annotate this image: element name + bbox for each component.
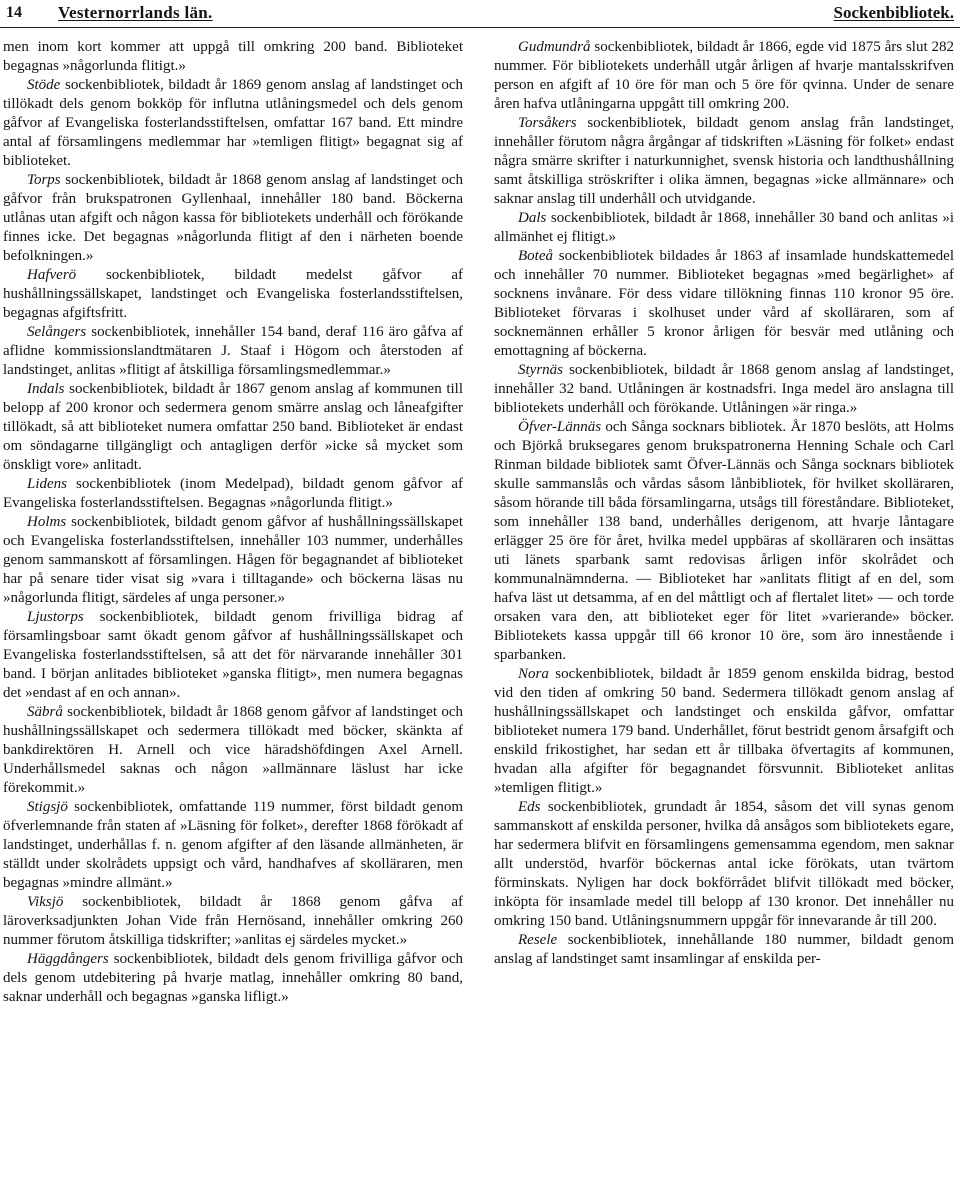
paragraph-text: sockenbibliotek, bildadt år 1868, innehåller 30 band och anlitas »i allmänhet ej flitigt.» — [494, 210, 954, 245]
paragraph — [3, 38, 463, 76]
paragraph — [494, 798, 954, 931]
left-column — [3, 38, 463, 1007]
paragraph — [494, 209, 954, 247]
paragraph — [3, 608, 463, 703]
paragraph — [494, 931, 954, 969]
library-name: Torps — [27, 172, 61, 188]
page-header — [0, 0, 960, 30]
paragraph-text: sockenbibliotek, grundadt år 1854, såsom det vill synas genom sammanskott af enskilda personer, hvilka då ansågos som bibliotekets egare, har sedermera blifvit en församlingens gemensamma egendom, men saknar allt understöd, hvarför böckernas antal icke förökats, utan tvärtom förminskats. Nyligen har dock bokförrådet blifvit tillökadt med böcker, inköpta för insamlade medel till belopp af 130 kronor. Det innehåller nu omkring 150 band. Utlåningsnummern uppgår för innevarande år till 200. — [494, 799, 954, 929]
paragraph-text: sockenbibliotek, bildadt år 1868 genom anslag af landstinget och gåfvor från brukspatronen Gyllenhaal, innehåller 180 band. Böckerna utlånas utan afgift och någon kassa för bibliotekets underhåll och förökande finnes icke. Det begagnas »någorlunda flitigt af den i närheten boende befolkningen.» — [3, 172, 463, 264]
paragraph — [494, 247, 954, 361]
paragraph — [3, 703, 463, 798]
page-number: 14 — [6, 4, 22, 21]
library-name: Stöde — [27, 77, 61, 93]
paragraph — [494, 418, 954, 665]
paragraph — [3, 893, 463, 950]
paragraph-text: sockenbibliotek, innehållande 180 nummer, bildadt genom anslag af landstinget samt insamlingar af enskilda per- — [494, 932, 954, 967]
library-name: Häggdångers — [27, 951, 109, 967]
paragraph — [3, 798, 463, 893]
running-title-left: Vesternorrlands län. — [58, 3, 213, 22]
library-name: Lidens — [27, 476, 68, 492]
library-name: Nora — [518, 666, 549, 682]
paragraph — [3, 513, 463, 608]
paragraph-text: sockenbibliotek, bildadt medelst gåfvor af hushållningssällskapet, landstinget och Evangeliska fosterlandsstiftelsen, begagnas afgiftsfritt. — [3, 267, 463, 321]
paragraph — [3, 475, 463, 513]
paragraph — [3, 323, 463, 380]
library-name: Torsåkers — [518, 115, 577, 131]
paragraph — [3, 380, 463, 475]
library-name: Holms — [27, 514, 67, 530]
paragraph — [3, 76, 463, 171]
library-name: Boteå — [518, 248, 553, 264]
paragraph-text: sockenbibliotek, bildadt dels genom frivilliga gåfvor och dels genom utdebitering på hvarje matlag, innehåller omkring 80 band, saknar underhåll och begagnas »ganska lifligt.» — [3, 951, 463, 1005]
paragraph-text: sockenbibliotek, bildadt år 1859 genom enskilda bidrag, bestod vid den tiden af omkring 50 band. Sedermera tillökadt genom anslag af hushållningssällskapet och landstinget och enskilda gåfvor, omfattar biblioteket numera 179 band. Underhållet, förut bestridt genom årsafgift och enskild frikostighet, har sedan ett år tillbaka öfvertagits af kommunen, hvadan alla afgifter för begagnandet försvunnit. Biblioteket anlitas »temligen flitigt.» — [494, 666, 954, 796]
library-name: Indals — [27, 381, 65, 397]
paragraph-text: sockenbibliotek, bildadt genom frivilliga bidrag af församlingsboar samt ökadt genom gåfvor af hushållningssällskapet och Evangeliska fosterlandsstiftelsen, så att det för närvarande innehåller 301 band. I början anlitades biblioteket »ganska flitigt», men numera begagnas det »endast af en och annan». — [3, 609, 463, 701]
header-rule — [0, 27, 960, 28]
library-name: Hafverö — [27, 267, 77, 283]
library-name: Styrnäs — [518, 362, 563, 378]
library-name: Selångers — [27, 324, 87, 340]
library-name: Eds — [518, 799, 541, 815]
paragraph-text: sockenbibliotek bildades år 1863 af insamlade hundskattemedel och innehåller 70 nummer. Biblioteket begagnas »med begärlighet» af socknens invånare. För dess vidare tillökning finnas 110 kronor 95 öre. Biblioteket förvaras i skolhuset under vård af skolläraren, som af socknemännen erhåller 5 kronor årligen för besvär med utlåning och emottagning af böckerna. — [494, 248, 954, 359]
paragraph-text: men inom kort kommer att uppgå till omkring 200 band. Biblioteket begagnas »någorlunda flitigt.» — [3, 39, 463, 74]
library-name: Dals — [518, 210, 547, 226]
paragraph — [3, 950, 463, 1007]
paragraph-text: sockenbibliotek, bildadt genom gåfvor af hushållningssällskapet och Evangeliska fosterlandsstiftelsen, innehåller 103 nummer, underhålles genom sammanskott af församlingen. Hågen för begagnandet af biblioteket har på senare tider visat sig »vara i tilltagande» och böckerna läsas nu »någorlunda flitigt, särdeles af unga personer.» — [3, 514, 463, 606]
paragraph-text: sockenbibliotek (inom Medelpad), bildadt genom gåfvor af Evangeliska fosterlandsstiftelsen. Begagnas »någorlunda flitigt.» — [3, 476, 463, 511]
library-name: Öfver-Lännäs — [518, 419, 602, 435]
paragraph — [3, 171, 463, 266]
paragraph-text: sockenbibliotek, innehåller 154 band, deraf 116 äro gåfva af aflidne kommissionslandtmätaren J. Staaf i Högom och återstoden af landstinget, anlitas »flitigt af åtskilliga församlingsmedlemmar.» — [3, 324, 463, 378]
paragraph — [494, 38, 954, 114]
paragraph-text: och Sånga socknars bibliotek. År 1870 beslöts, att Holms och Björkå bruksegares genom brukspatronerna Henning Schale och Carl Rinman bildade bibliotek samt Öfver-Lännäs och Sånga socknars bibliotek skulle sammanslås och vårdas såsom lånbibliotek, för hvilket skolläraren, såsom hörande till båda församlingarna, utsågs till föreståndare. Biblioteket, som innehåller 138 band, underhålles derigenom, att hvarje låntagare erlägger 25 öre för året, hvilka medel uppbäras af skolläraren och insättas uti länets sparbank samt redovisas årligen inför skolrådet och kommunalnämnderna. — Biblioteket har »anlitats flitigt af en del, som hafva läst ut detsamma, af en del måttligt och af flertalet litet» — och torde orsaken vara den, att biblioteket eger för litet »varierande» böcker. Bibliotekets kassa uppgår till 66 kronor 10 öre, som äro innestående i sparbanken. — [494, 419, 954, 663]
paragraph — [3, 266, 463, 323]
library-name: Säbrå — [27, 704, 63, 720]
paragraph-text: sockenbibliotek, bildadt genom anslag från landstinget, innehåller förutom några årgångar af tidskriften »Läsning för folket» endast några smärre skrifter i naturkunnighet, svensk historia och landthushållning samt åtskilliga ströskrifter i olika ämnen, begagnas »icke allmännare» och saknar anslag till underhåll och utvidgande. — [494, 115, 954, 207]
paragraph-text: sockenbibliotek, bildadt år 1866, egde vid 1875 års slut 282 nummer. För bibliotekets underhåll utgår årligen af hvarje mantalsskrifven person en afgift af 10 öre för man och 5 öre för qvinna. Under de senare åren hafva utlåningarna uppgått till omkring 200. — [494, 39, 954, 112]
library-name: Viksjö — [27, 894, 64, 910]
library-name: Ljustorps — [27, 609, 84, 625]
paragraph-text: sockenbibliotek, bildadt år 1869 genom anslag af landstinget och tillökadt dels genom bokköp för influtna utlåningsmedel och dels genom gåfvor af Evangeliska fosterlandsstiftelsen, omfattar 167 band. Ett mindre antal af församlingens medlemmar har »temligen flitigt» begagnat sig af biblioteket. — [3, 77, 463, 169]
paragraph — [494, 361, 954, 418]
paragraph-text: sockenbibliotek, bildadt år 1868 genom gåfvor af landstinget och hushållningssällskapet och sedermera tillökadt med böcker, skänkta af bankdirektören H. Arnell och vice häradshöfdingen Axel Arnell. Underhållsmedel saknas och någon »allmännare läslust har icke förekommit.» — [3, 704, 463, 796]
right-column — [494, 38, 954, 969]
library-name: Gudmundrå — [518, 39, 591, 55]
paragraph-text: sockenbibliotek, bildadt år 1868 genom anslag af landstinget, innehåller 32 band. Utlåningen är kostnadsfri. Inga medel äro anslagna till bibliotekets underhåll och förökande. Utlåningen »är ringa.» — [494, 362, 954, 416]
library-name: Stigsjö — [27, 799, 68, 815]
running-title-right: Sockenbibliotek. — [833, 3, 954, 22]
paragraph — [494, 665, 954, 798]
paragraph-text: sockenbibliotek, bildadt år 1868 genom gåfva af läroverksadjunkten Johan Vide från Hernösand, innehåller omkring 260 nummer förutom åtskilliga tidskrifter; »anlitas ej särdeles mycket.» — [3, 894, 463, 948]
paragraph-text: sockenbibliotek, omfattande 119 nummer, först bildadt genom öfverlemnande från staten af »Läsning för folket», derefter 1868 förökadt af landstinget, underhållas f. n. genom afgifter af den läsande allmänheten, är ställdt under skolrådets uppsigt och vård, handhafves af skolläraren, men begagnas »mindre allmänt.» — [3, 799, 463, 891]
paragraph — [494, 114, 954, 209]
paragraph-text: sockenbibliotek, bildadt år 1867 genom anslag af kommunen till belopp af 200 kronor och sedermera genom smärre anslag och låneafgifter tillökadt, så att biblioteket numera omfattar 250 band. Biblioteket är endast om söndagarne tillgängligt och antagligen derför »icke så mycket som önskligt vore» anlitadt. — [3, 381, 463, 473]
library-name: Resele — [518, 932, 558, 948]
